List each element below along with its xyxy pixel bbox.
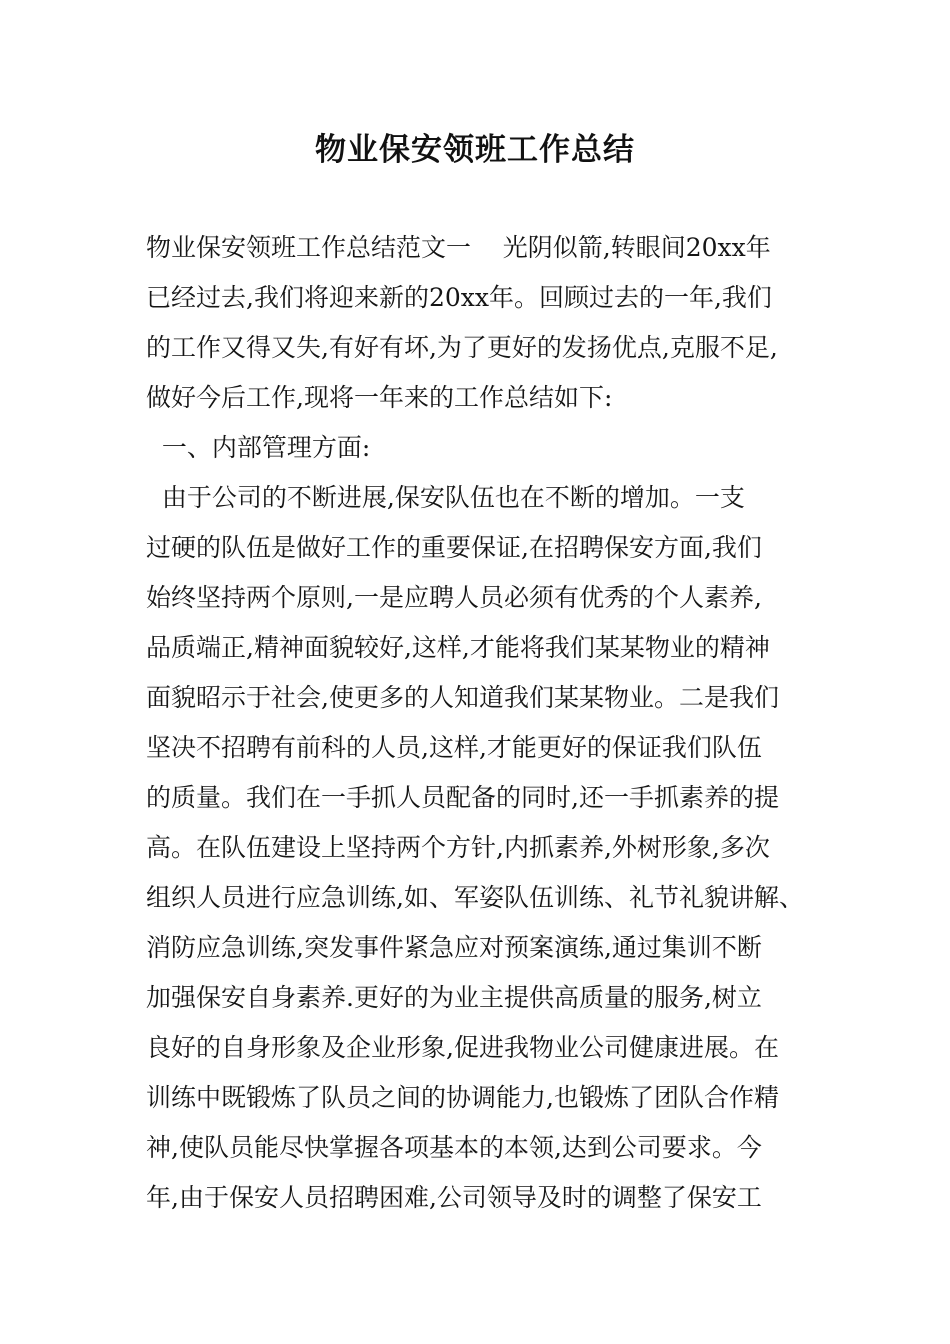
document-title: 物业保安领班工作总结: [315, 132, 635, 168]
text-line: 训练中既锻炼了队员之间的协调能力,也锻炼了团队合作精: [146, 1083, 779, 1112]
text-line: 坚决不招聘有前科的人员,这样,才能更好的保证我们队伍: [146, 733, 762, 762]
text-line: 高。在队伍建设上坚持两个方针,内抓素养,外树形象,多次: [146, 833, 770, 862]
text-line: 物业保安领班工作总结范文一 光阴似箭,转眼间20xx年: [146, 233, 771, 262]
text-line: 由于公司的不断进展,保安队伍也在不断的增加。一支: [146, 483, 745, 512]
text-line: 加强保安自身素养.更好的为业主提供高质量的服务,树立: [146, 983, 762, 1012]
text-line: 的质量。我们在一手抓人员配备的同时,还一手抓素养的提: [146, 783, 779, 812]
text-line: 组织人员进行应急训练,如、军姿队伍训练、礼节礼貌讲解、: [146, 883, 804, 912]
text-line: 良好的自身形象及企业形象,促进我物业公司健康进展。在: [146, 1033, 779, 1062]
text-line: 面貌昭示于社会,使更多的人知道我们某某物业。二是我们: [146, 683, 779, 712]
text-line: 消防应急训练,突发事件紧急应对预案演练,通过集训不断: [146, 933, 762, 962]
text-line: 的工作又得又失,有好有坏,为了更好的发扬优点,克服不足,: [146, 333, 778, 362]
text-line: 始终坚持两个原则,一是应聘人员必须有优秀的个人素养,: [146, 583, 762, 612]
text-line: 神,使队员能尽快掌握各项基本的本领,达到公司要求。今: [146, 1133, 762, 1162]
text-line: 过硬的队伍是做好工作的重要保证,在招聘保安方面,我们: [146, 533, 762, 562]
text-line: 已经过去,我们将迎来新的20xx年。回顾过去的一年,我们: [146, 283, 772, 312]
text-line: 品质端正,精神面貌较好,这样,才能将我们某某物业的精神: [146, 633, 770, 662]
text-line: 年,由于保安人员招聘困难,公司领导及时的调整了保安工: [146, 1183, 762, 1212]
section-heading: 一、内部管理方面:: [146, 433, 371, 462]
text-line: 做好今后工作,现将一年来的工作总结如下:: [146, 383, 613, 412]
